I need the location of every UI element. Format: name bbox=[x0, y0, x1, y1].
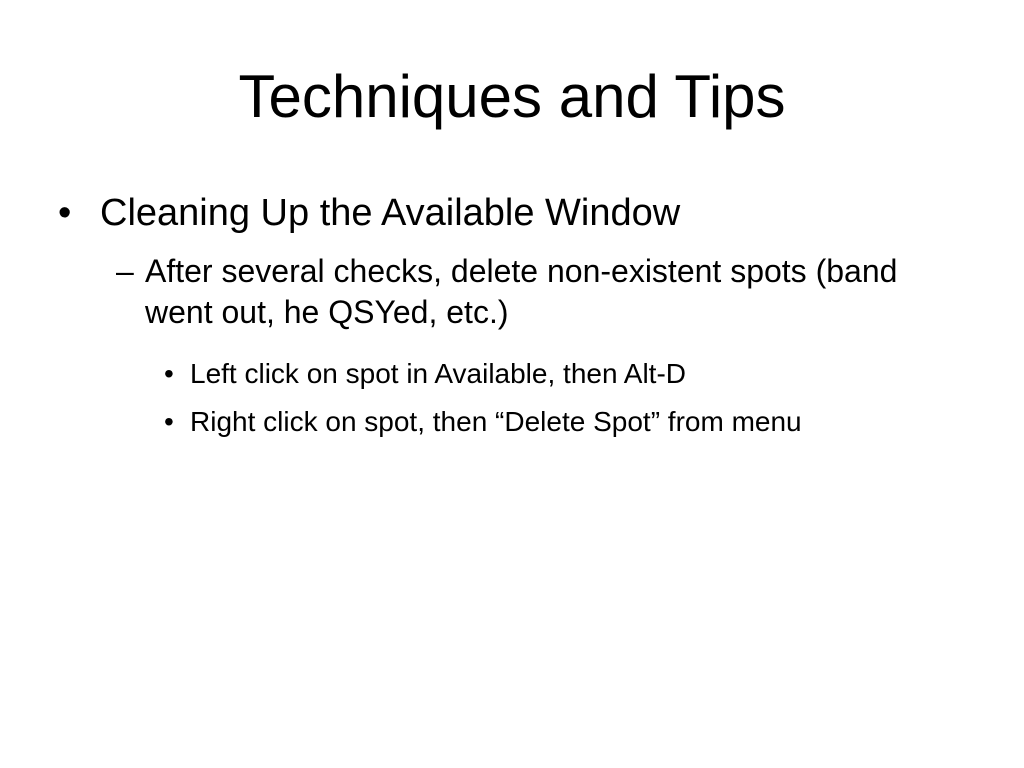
dash-icon: – bbox=[116, 253, 134, 289]
bullet-icon: • bbox=[164, 358, 174, 389]
bullet-icon: • bbox=[164, 406, 174, 437]
slide-title: Techniques and Tips bbox=[238, 63, 786, 130]
bullet-level1-text: Cleaning Up the Available Window bbox=[100, 192, 681, 234]
bullet-level3-text: Right click on spot, then “Delete Spot” from menu bbox=[190, 406, 802, 437]
bullet-level2-text: After several checks, delete non-existent spots (band went out, he QSYed, etc.) bbox=[145, 253, 898, 330]
bullet-level3-text: Left click on spot in Available, then Alt-D bbox=[190, 358, 686, 389]
bullet-icon: • bbox=[58, 192, 72, 234]
